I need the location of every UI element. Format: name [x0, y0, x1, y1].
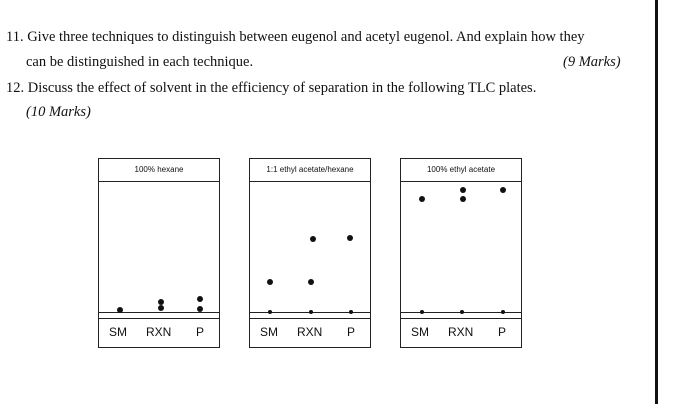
baseline-origin-mark — [268, 310, 272, 314]
baseline-origin-mark — [349, 310, 353, 314]
plate-lane-labels — [401, 318, 521, 347]
lane-label-sm: SM — [109, 325, 127, 339]
tlc-spot — [310, 236, 316, 242]
question-11-line1: 11. Give three techniques to distinguish between eugenol and acetyl eugenol. And explain how they — [6, 29, 585, 45]
plate-solvent-label: 1:1 ethyl acetate/hexane — [250, 159, 370, 182]
lane-label-rxn: RXN — [448, 325, 474, 339]
lane-label-rxn: RXN — [297, 325, 323, 339]
page-edge-bar — [655, 0, 658, 404]
question-12-marks: (10 Marks) — [26, 104, 91, 120]
tlc-spot — [158, 305, 164, 311]
lane-label-sm: SM — [411, 325, 429, 339]
tlc-spot — [347, 235, 353, 241]
lane-label-sm: SM — [260, 325, 278, 339]
baseline-origin-mark — [501, 310, 505, 314]
question-11-marks: (9 Marks) — [563, 54, 621, 70]
question-12-line1: 12. Discuss the effect of solvent in the efficiency of separation in the following TLC plates. — [6, 80, 537, 96]
tlc-spot — [460, 187, 466, 193]
baseline-origin-mark — [460, 310, 464, 314]
lane-label-p: P — [498, 325, 507, 339]
baseline-origin-mark — [309, 310, 313, 314]
tlc-plate-ethyl-acetate-hexane — [249, 158, 371, 348]
plate-lane-labels — [250, 318, 370, 347]
lane-label-p: P — [196, 325, 205, 339]
lane-label-p: P — [347, 325, 356, 339]
lane-label-rxn: RXN — [146, 325, 172, 339]
tlc-spot — [197, 296, 203, 302]
plate-solvent-label: 100% hexane — [99, 159, 219, 182]
tlc-plate-ethyl-acetate — [400, 158, 522, 348]
tlc-spot — [117, 307, 123, 313]
question-11-line2: can be distinguished in each technique. — [26, 54, 254, 70]
plate-solvent-label: 100% ethyl acetate — [401, 159, 521, 182]
baseline-origin-mark — [420, 310, 424, 314]
tlc-spot — [197, 306, 203, 312]
tlc-spot — [419, 196, 425, 202]
tlc-plate-hexane — [98, 158, 220, 348]
plate-lane-labels — [99, 318, 219, 347]
tlc-spot — [460, 196, 466, 202]
tlc-spot — [267, 279, 273, 285]
tlc-spot — [500, 187, 506, 193]
tlc-spot — [308, 279, 314, 285]
